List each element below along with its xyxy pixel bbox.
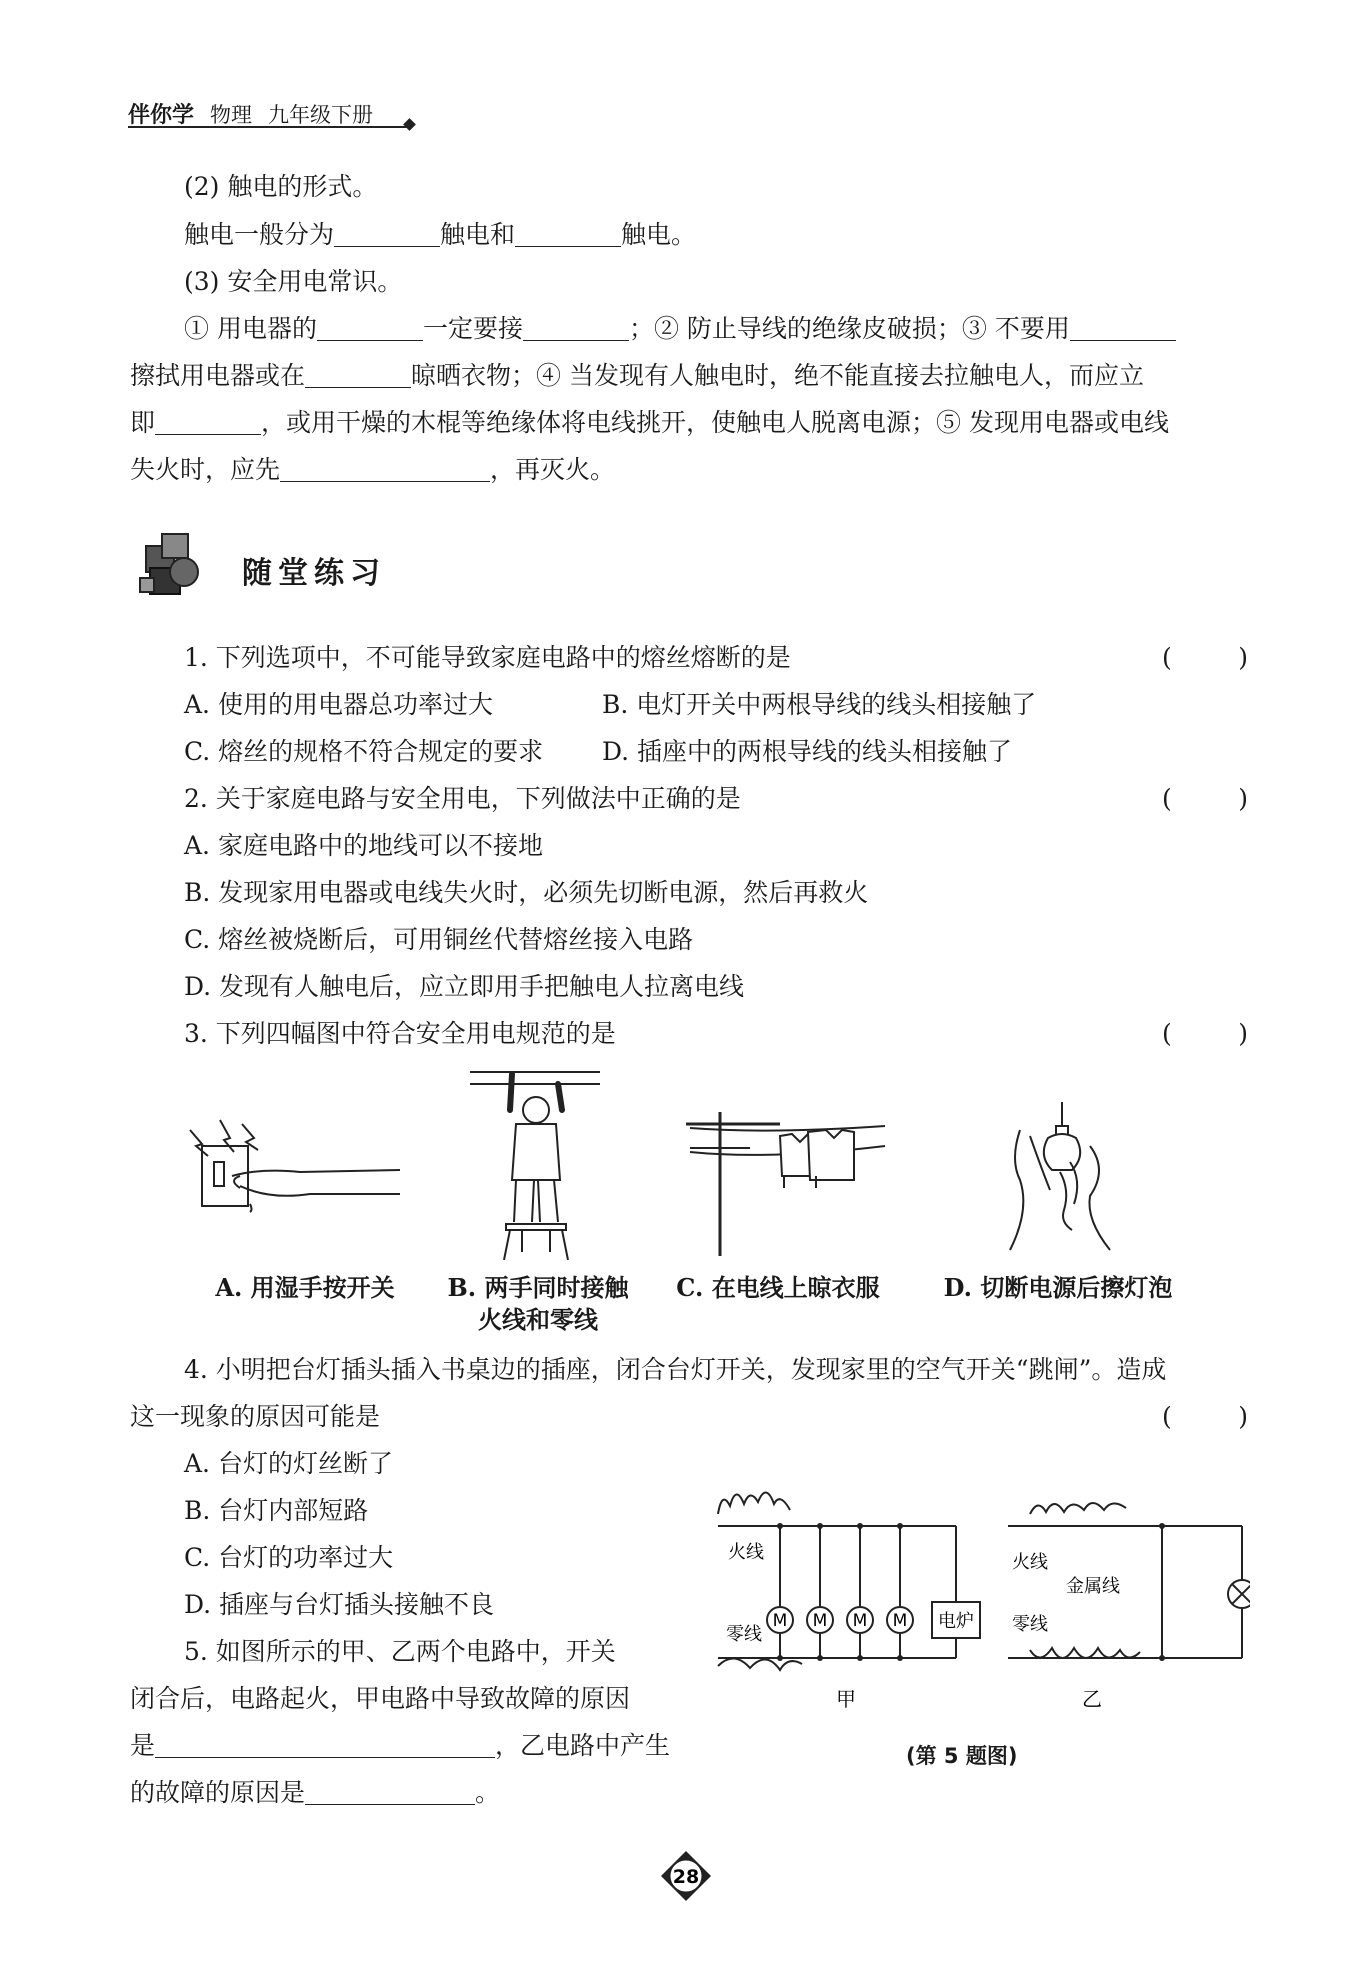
review-line-1: ① 用电器的 一定要接 ；② 防止导线的绝缘皮破损；③ 不要用 [184, 314, 1176, 344]
q2-option-b: B. 发现家用电器或电线失火时，必须先切断电源，然后再救火 [184, 878, 869, 907]
review-line-4: 失火时，应先 ，再灭火。 [130, 455, 616, 484]
q1-answer-paren[interactable]: ( ) [1162, 643, 1248, 672]
q1-stem: 1. 下列选项中，不可能导致家庭电路中的熔丝熔断的是 [184, 643, 791, 672]
neutral-wire-label-jia: 零线 [726, 1624, 762, 1645]
q4-option-d: D. 插座与台灯插头接触不良 [184, 1590, 495, 1619]
page-number-badge [660, 1850, 712, 1902]
neutral-wire-label-yi: 零线 [1012, 1614, 1048, 1635]
section-cube-icon [138, 528, 200, 598]
q3-caption-d: D. 切断电源后擦灯泡 [943, 1273, 1173, 1302]
motor-label: M [892, 1611, 908, 1631]
q2-option-c: C. 熔丝被烧断后，可用铜丝代替熔丝接入电路 [184, 925, 694, 954]
answer-blank[interactable] [305, 1780, 475, 1805]
live-wire-label-yi: 火线 [1012, 1552, 1048, 1573]
answer-blank[interactable] [515, 222, 621, 247]
wet-hand-switch-illustration [180, 1110, 420, 1230]
q5-line1: 5. 如图所示的甲、乙两个电路中，开关 [184, 1637, 616, 1666]
answer-blank[interactable] [317, 316, 423, 341]
answer-blank[interactable] [334, 222, 440, 247]
q3-caption-b: B. 两手同时接触 火线和零线 [447, 1273, 629, 1334]
q1-option-a: A. 使用的用电器总功率过大 [184, 690, 493, 719]
answer-blank[interactable] [280, 457, 490, 482]
live-wire-label-jia: 火线 [728, 1542, 764, 1563]
q1-option-b: B. 电灯开关中两根导线的线头相接触了 [602, 690, 1037, 719]
motor-label: M [852, 1611, 868, 1631]
page-number: 28 [672, 1866, 700, 1888]
running-header [128, 98, 373, 129]
hands-touching-wires-illustration [470, 1060, 600, 1260]
motor-label: M [812, 1611, 828, 1631]
q1-option-c: C. 熔丝的规格不符合规定的要求 [184, 737, 544, 766]
review-s2-line: 触电一般分为 触电和 触电。 [184, 220, 697, 249]
figure-5-caption: (第 5 题图) [906, 1744, 1018, 1768]
q2-stem: 2. 关于家庭电路与安全用电，下列做法中正确的是 [184, 784, 741, 813]
q2-option-a: A. 家庭电路中的地线可以不接地 [184, 831, 543, 860]
q3-caption-a: A. 用湿手按开关 [215, 1273, 395, 1302]
q2-answer-paren[interactable]: ( ) [1162, 784, 1248, 813]
answer-blank[interactable] [155, 1733, 495, 1758]
q5-line3: 是 ，乙电路中产生 [130, 1731, 671, 1760]
q5-line2: 闭合后，电路起火，甲电路中导致故障的原因 [130, 1684, 631, 1713]
review-line-2: 擦拭用电器或在 晾晒衣物；④ 当发现有人触电时，绝不能直接去拉触电人，而应立 [130, 361, 1144, 390]
q4-stem-line2: 这一现象的原因可能是 [130, 1402, 381, 1431]
review-s2-heading: (2) 触电的形式。 [184, 172, 378, 201]
q3-answer-paren[interactable]: ( ) [1162, 1019, 1248, 1048]
q2-option-d: D. 发现有人触电后，应立即用手把触电人拉离电线 [184, 972, 745, 1001]
electric-stove-label: 电炉 [938, 1611, 974, 1632]
answer-blank[interactable] [1070, 316, 1176, 341]
metal-wire-label: 金属线 [1066, 1576, 1120, 1597]
q5-line4: 的故障的原因是 。 [130, 1778, 501, 1807]
grade: 九年级下册 [268, 103, 374, 127]
review-line-3: 即 ，或用干燥的木棍等绝缘体将电线挑开，使触电人脱离电源；⑤ 发现用电器或电线 [130, 408, 1169, 437]
q4-option-c: C. 台灯的功率过大 [184, 1543, 394, 1572]
q3-stem: 3. 下列四幅图中符合安全用电规范的是 [184, 1019, 616, 1048]
motor-label: M [772, 1611, 788, 1631]
brand-name: 伴你学 [128, 103, 195, 128]
answer-blank[interactable] [305, 363, 411, 388]
q1-option-d: D. 插座中的两根导线的线头相接触了 [602, 737, 1013, 766]
clothes-on-wire-illustration [680, 1108, 890, 1258]
q4-option-a: A. 台灯的灯丝断了 [184, 1449, 393, 1478]
circuit-yi-diagram [1000, 1480, 1250, 1720]
circuit-jia-diagram [710, 1480, 1000, 1720]
q3-caption-c: C. 在电线上晾衣服 [676, 1273, 880, 1302]
section-title: 随堂练习 [242, 556, 386, 591]
subject: 物理 [210, 103, 253, 127]
header-diamond-icon [403, 118, 416, 131]
review-s3-heading: (3) 安全用电常识。 [184, 267, 403, 296]
answer-blank[interactable] [523, 316, 629, 341]
q4-option-b: B. 台灯内部短路 [184, 1496, 369, 1525]
circuit-yi-label: 乙 [1082, 1687, 1102, 1711]
q4-answer-paren[interactable]: ( ) [1162, 1402, 1248, 1431]
header-rule [128, 126, 410, 128]
answer-blank[interactable] [155, 410, 261, 435]
wiping-bulb-illustration [990, 1100, 1140, 1260]
q4-stem-line1: 4. 小明把台灯插头插入书桌边的插座，闭合台灯开关，发现家里的空气开关“跳闸”。造成 [184, 1355, 1167, 1384]
circuit-jia-label: 甲 [836, 1687, 856, 1711]
